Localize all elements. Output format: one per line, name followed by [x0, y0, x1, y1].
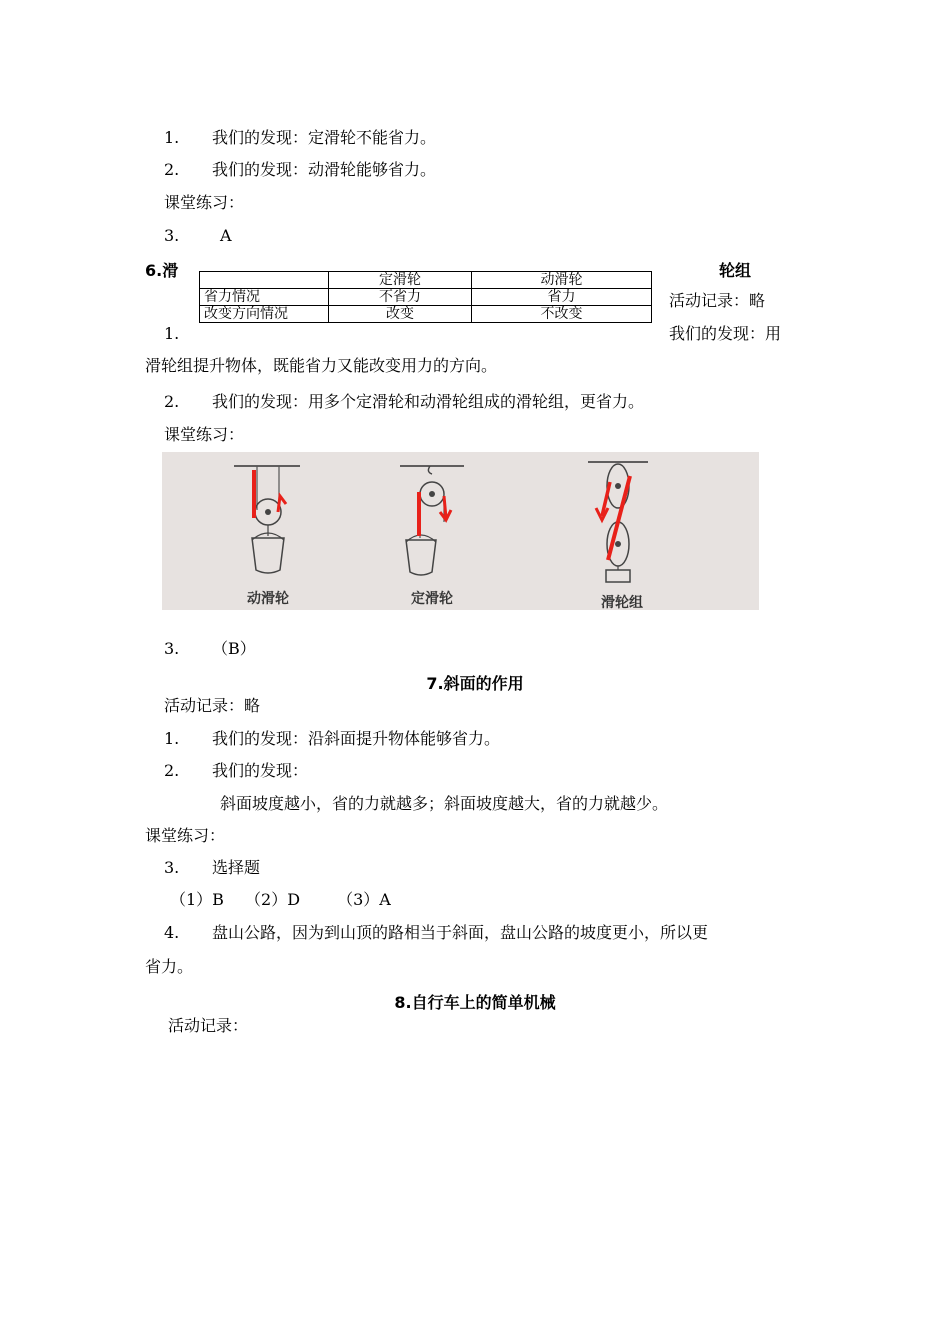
- table-cell: 改变: [329, 306, 472, 323]
- pulley-exercise-image: [162, 452, 759, 610]
- answers: （1）B （2）D （3）A: [170, 890, 391, 909]
- table-cell: 不省力: [329, 289, 472, 306]
- activity-record: 活动记录：略: [669, 291, 766, 310]
- table-cell: 不改变: [472, 306, 652, 323]
- section-title-left: 6.滑: [145, 261, 179, 280]
- table-cell: 省力: [472, 289, 652, 306]
- table-row: [200, 289, 652, 306]
- section-title-right: 轮组: [719, 261, 752, 280]
- section-title: 7.斜面的作用: [426, 674, 524, 693]
- table-cell: 动滑轮: [472, 272, 652, 289]
- list-item: 1. 我们的发现：沿斜面提升物体能够省力。: [164, 729, 501, 748]
- table-cell: 省力情况: [200, 289, 329, 306]
- practice-label: 课堂练习：: [164, 425, 245, 444]
- list-item: 2. 我们的发现：: [164, 761, 309, 780]
- table-header-row: [200, 272, 652, 289]
- practice-label: 课堂练习：: [164, 193, 245, 212]
- practice-label: 课堂练习：: [145, 826, 226, 845]
- table-cell: [200, 272, 329, 289]
- table-row: [200, 306, 652, 323]
- table-cell: 改变方向情况: [200, 306, 329, 323]
- list-item-text: 我们的发现：用: [669, 324, 782, 343]
- pulley-comparison-table: [199, 271, 652, 323]
- list-item: 2. 我们的发现：动滑轮能够省力。: [164, 160, 437, 179]
- list-item: 3. （B）: [164, 639, 256, 658]
- activity-record: 活动记录：: [168, 1016, 249, 1035]
- list-item-detail: 斜面坡度越小，省的力就越多；斜面坡度越大，省的力就越少。: [220, 794, 669, 813]
- list-item: 3. A: [164, 226, 232, 245]
- list-item-number: 1.: [164, 324, 180, 343]
- list-item-continuation: 省力。: [145, 957, 194, 976]
- image-label: 滑轮组: [601, 595, 643, 610]
- table-cell: 定滑轮: [329, 272, 472, 289]
- list-item: 3. 选择题: [164, 858, 261, 877]
- image-label: 定滑轮: [411, 591, 453, 607]
- list-item-continuation: 滑轮组提升物体，既能省力又能改变用力的方向。: [145, 356, 498, 375]
- list-item: 4. 盘山公路，因为到山顶的路相当于斜面，盘山公路的坡度更小，所以更: [164, 923, 709, 942]
- image-label: 动滑轮: [247, 591, 289, 607]
- section-title: 8.自行车上的简单机械: [394, 993, 556, 1012]
- activity-record: 活动记录：略: [164, 696, 261, 715]
- list-item: 1. 我们的发现：定滑轮不能省力。: [164, 128, 437, 147]
- list-item: 2. 我们的发现：用多个定滑轮和动滑轮组成的滑轮组，更省力。: [164, 392, 645, 411]
